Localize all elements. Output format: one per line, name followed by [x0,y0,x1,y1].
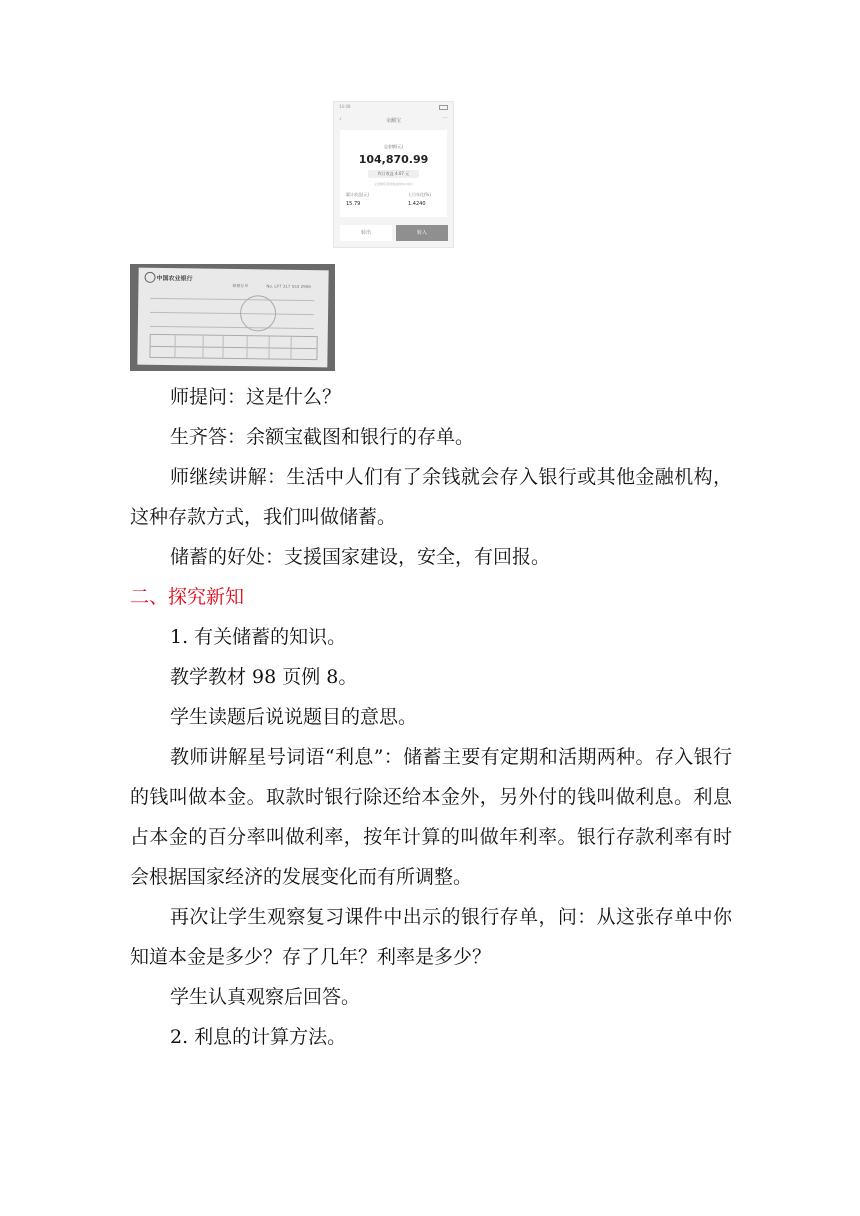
slip-table-col [202,336,203,358]
yesterday-value: 4.07 [395,171,404,176]
bank-logo-icon [144,272,155,283]
section-heading: 二、探究新知 [130,586,245,608]
deposit-slip [137,268,328,368]
status-bar [334,102,453,112]
yesterday-label: 昨日收益 [377,171,394,176]
paragraph-textbook: 教学教材 98 页例 8。 [170,666,358,688]
balance-label: 总金额(元) [383,144,404,149]
slip-table-col [222,336,223,358]
paragraph-interest-explain: 教师讲解星号词语“利息”：储蓄主要有定期和活期两种。存入银行的钱叫做本金。取款时银行除还给本金外，另外付的钱叫做利息。利息占本金的百分率叫做利率，按年计算的叫做年利率。银行存款利率有时会根据国家经济的发展变化而有所调整。 [130,746,732,888]
stat-right-label: 七日年化(%) [408,192,431,197]
transfer-in-button: 转入 [396,225,448,241]
bank-stamp [240,295,276,331]
back-arrow-icon: ‹ [339,115,342,123]
slip-table-col [268,337,269,359]
slip-serial: No. LP7 317 553 2906 [266,283,311,290]
slip-title: 储蓄存单 [232,282,249,289]
paragraph-item-1: 1. 有关储蓄的知识。 [170,626,347,648]
stat-left-label: 累计收益(元) [346,192,370,197]
paragraph-student-observe: 学生认真观察后回答。 [170,986,361,1008]
more-icon: ··· [442,115,448,122]
nav-title: 余额宝 [385,118,401,124]
slip-table [149,334,317,360]
deposit-slip-photo [130,264,335,371]
paragraph-teacher-question: 师提问：这是什么？ [170,386,342,408]
slip-table-col [174,335,175,357]
status-time: 10:08 [339,104,351,109]
transfer-out-button: 转出 [340,225,392,241]
balance-note: 总金额包含待收益的50.00元 [374,182,413,186]
paragraph-savings-benefits: 储蓄的好处：支援国家建设，安全，有回报。 [170,546,551,568]
paragraph-student-answer: 生齐答：余额宝截图和银行的存单。 [170,426,475,448]
slip-table-col [246,336,247,358]
stat-left-value: 15.79 [346,201,361,207]
nav-bar [334,112,453,127]
slip-rule [150,312,314,315]
slip-rule [150,326,314,329]
yuebao-screenshot [333,101,454,248]
paragraph-read-question: 学生读题后说说题目的意思。 [170,706,418,728]
slip-table-col [290,337,291,359]
yesterday-unit: 元 [405,171,410,176]
paragraph-teacher-explain: 师继续讲解：生活中人们有了余钱就会存入银行或其他金融机构，这种存款方式，我们叫做储蓄。 [130,466,732,528]
stat-right-value: 1.4240 [408,201,426,207]
balance-card [340,130,447,217]
slip-rule [150,298,314,301]
bank-name: 中国农业银行 [156,274,193,283]
paragraph-observe-slip: 再次让学生观察复习课件中出示的银行存单，问：从这张存单中你知道本金是多少？存了几年？利率是多少？ [130,906,732,968]
yesterday-earnings [368,170,419,178]
paragraph-item-2: 2. 利息的计算方法。 [170,1026,347,1048]
battery-icon [439,105,448,110]
balance-amount: 104,870.99 [358,153,429,166]
